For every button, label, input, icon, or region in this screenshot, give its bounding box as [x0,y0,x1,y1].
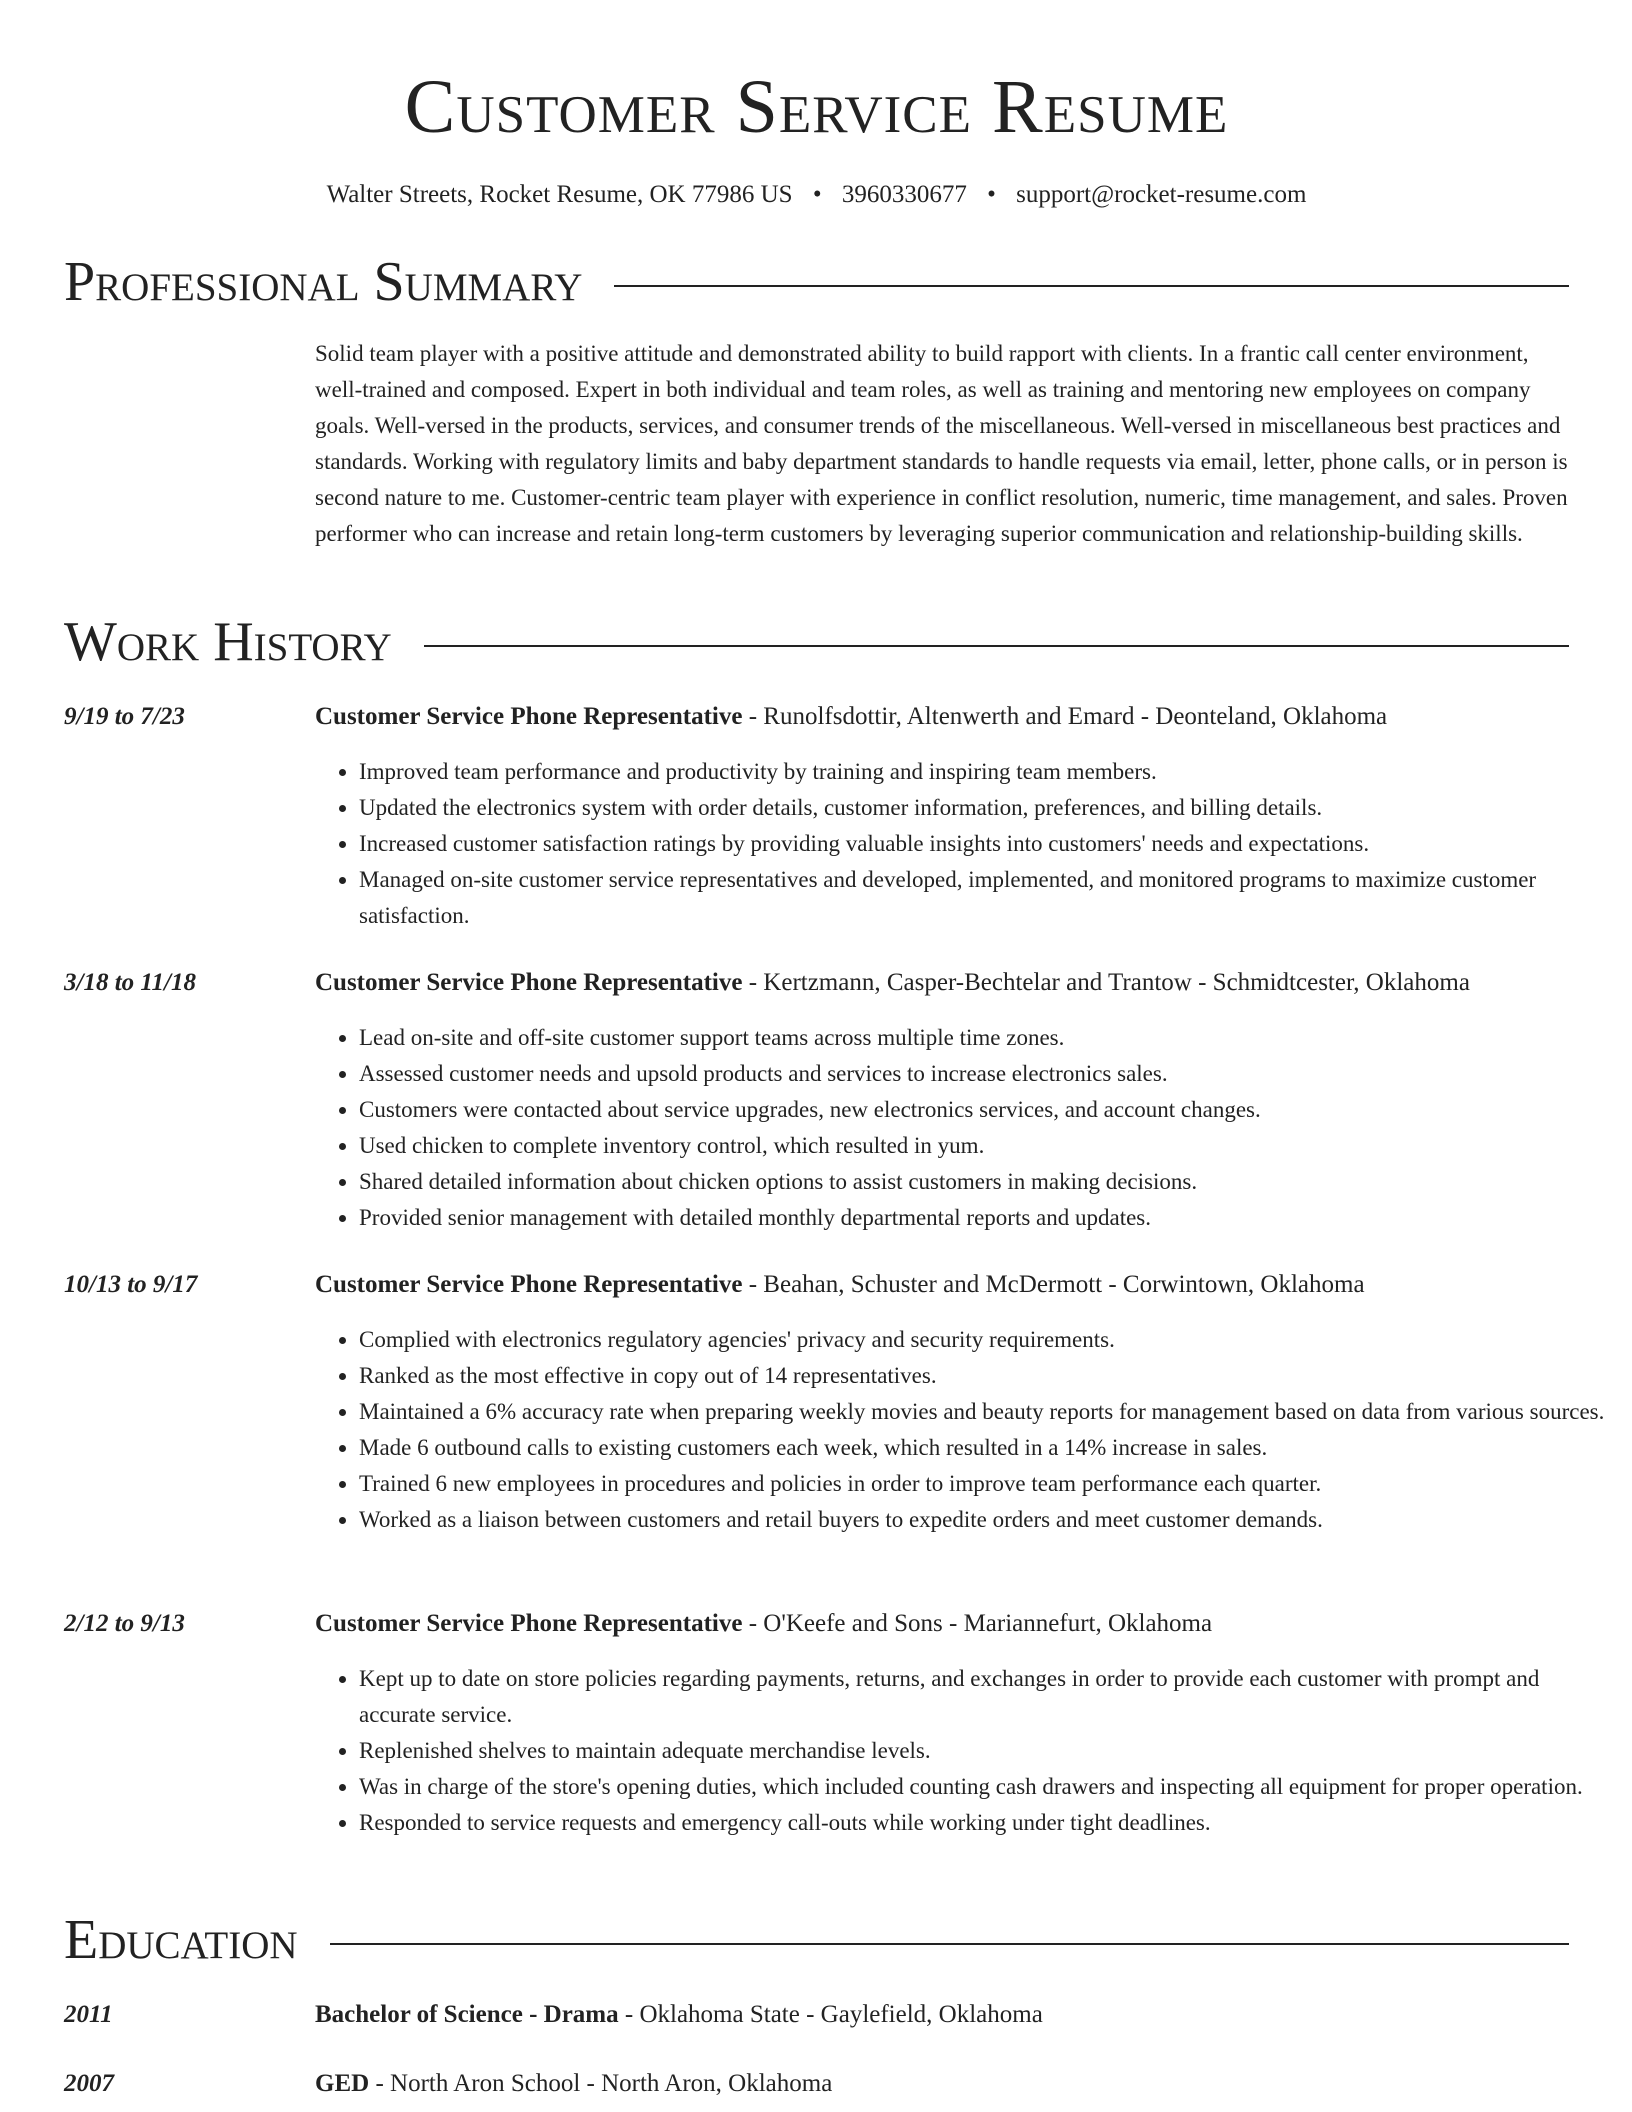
section-divider [614,285,1569,287]
job-bullets [315,1322,1613,1538]
job-headline [315,966,1575,1000]
resume-page [64,0,1605,2097]
work-section-header [64,610,1569,674]
education-headline [315,1998,1575,2032]
job-bullet: • Complied with electronics regulatory agencies' privacy and security requirements. [359,1322,1613,1358]
job-bullet: • Managed on-site customer service representatives and developed, implemented, and monitored programs to maximize customer satisfaction. [359,862,1613,934]
job-bullet: • Used chicken to complete inventory control, which resulted in yum. [359,1128,1613,1164]
education-headline [315,2067,1575,2101]
education-year: 2007 [64,2070,114,2097]
job-headline [315,1268,1575,1302]
job-bullet: • Updated the electronics system with order details, customer information, preferences, and billing details. [359,790,1613,826]
education-year: 2011 [64,2001,113,2028]
job-headline [315,1607,1575,1641]
education-heading: Education [64,1909,298,1971]
education-section-header [64,1908,1569,1972]
job-bullet: • Trained 6 new employees in procedures and policies in order to improve team performance each quarter. [359,1466,1613,1502]
contact-email: support@rocket-resume.com [1016,181,1307,208]
job-bullet: • Shared detailed information about chicken options to assist customers in making decisions. [359,1164,1613,1200]
contact-line [64,178,1569,212]
job-bullet: • Customers were contacted about service upgrades, new electronics services, and account changes. [359,1092,1613,1128]
job-bullet: • Increased customer satisfaction ratings by providing valuable insights into customers' needs and expectations. [359,826,1613,862]
section-divider [424,645,1569,647]
resume-title: Customer Service Resume [404,65,1229,149]
job-bullet: • Made 6 outbound calls to existing customers each week, which resulted in a 14% increase in sales. [359,1430,1613,1466]
job-employer: - Beahan, Schuster and McDermott - Corwintown, Oklahoma [742,1271,1365,1298]
job-bullet: • Responded to service requests and emergency call-outs while working under tight deadlines. [359,1805,1613,1841]
contact-address: Walter Streets, Rocket Resume, OK 77986 US [326,181,793,208]
summary-text: Solid team player with a positive attitude and demonstrated ability to build rapport with clients. In a frantic call center environment, well-trained and composed. Expert in both individual and team roles, as well as training and mentoring new employees on company goals. Well-versed in the products, services, and consumer trends of the miscellaneous. Well-versed in miscellaneous best practices and standards. Working with regulatory limits and baby department standards to handle requests via email, letter, phone calls, or in person is second nature to me. Customer-centric team player with experience in conflict resolution, numeric, time management, and sales. Proven performer who can increase and retain long-term customers by leveraging superior communication and relationship-building skills. [315,341,1568,546]
job-bullet: • Ranked as the most effective in copy out of 14 representatives. [359,1358,1613,1394]
job-dates: 10/13 to 9/17 [64,1271,198,1298]
separator-dot: • [987,181,996,208]
summary-section-header [64,250,1569,314]
work-heading: Work History [64,611,392,673]
job-bullets [315,1661,1613,1841]
education-school: - North Aron School - North Aron, Oklahoma [369,2070,833,2097]
education-school: - Oklahoma State - Gaylefield, Oklahoma [618,2001,1043,2028]
job-title: Customer Service Phone Representative [315,703,743,730]
job-bullet: • Was in charge of the store's opening duties, which included counting cash drawers and inspecting all equipment for proper operation. [359,1769,1613,1805]
job-dates: 3/18 to 11/18 [64,969,196,996]
education-degree: GED [315,2070,370,2097]
job-title: Customer Service Phone Representative [315,969,743,996]
job-employer: - Runolfsdottir, Altenwerth and Emard - Deonteland, Oklahoma [742,703,1388,730]
job-bullet: • Replenished shelves to maintain adequate merchandise levels. [359,1733,1613,1769]
job-bullet: • Worked as a liaison between customers and retail buyers to expedite orders and meet customer demands. [359,1502,1613,1538]
job-bullet: • Lead on-site and off-site customer support teams across multiple time zones. [359,1020,1613,1056]
job-bullet: • Maintained a 6% accuracy rate when preparing weekly movies and beauty reports for management based on data from various sources. [359,1394,1613,1430]
education-degree: Bachelor of Science - Drama [315,2001,619,2028]
job-headline [315,700,1575,734]
job-bullet: • Provided senior management with detailed monthly departmental reports and updates. [359,1200,1613,1236]
summary-heading: Professional Summary [64,251,583,313]
contact-phone: 3960330677 [841,181,967,208]
job-employer: - O'Keefe and Sons - Mariannefurt, Oklahoma [742,1610,1213,1637]
job-bullets [315,1020,1613,1236]
job-bullet: • Kept up to date on store policies regarding payments, returns, and exchanges in order to provide each customer with prompt and accurate service. [359,1661,1613,1733]
job-bullet: • Improved team performance and productivity by training and inspiring team members. [359,754,1613,790]
job-dates: 2/12 to 9/13 [64,1610,185,1637]
job-employer: - Kertzmann, Casper-Bechtelar and Trantow - Schmidtcester, Oklahoma [742,969,1470,996]
separator-dot: • [812,181,822,208]
job-title: Customer Service Phone Representative [315,1610,743,1637]
job-bullets [315,754,1613,934]
section-divider [330,1943,1569,1945]
job-title: Customer Service Phone Representative [315,1271,743,1298]
job-bullet: • Assessed customer needs and upsold products and services to increase electronics sales. [359,1056,1613,1092]
job-dates: 9/19 to 7/23 [64,703,185,730]
